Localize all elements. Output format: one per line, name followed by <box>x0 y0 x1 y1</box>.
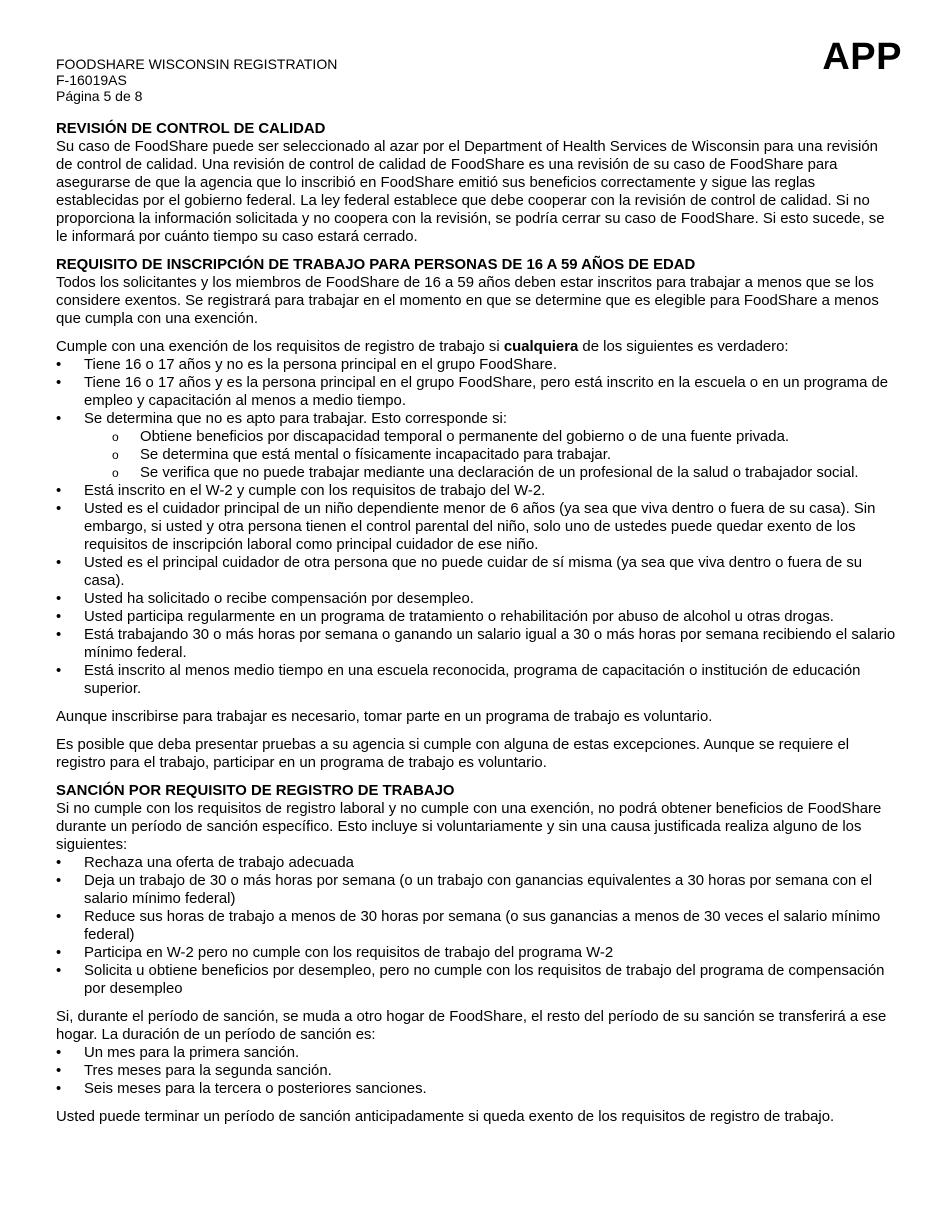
sanction-heading: SANCIÓN POR REQUISITO DE REGISTRO DE TRABAJO <box>56 783 455 799</box>
sub-list-item: o Se verifica que no puede trabajar mediante una declaración de un profesional de la salud o trabajador social. <box>84 464 898 482</box>
list-item: • Solicita u obtiene beneficios por desempleo, pero no cumple con los requisitos de trabajo del programa de compensación por desempleo <box>56 962 898 998</box>
page-number: Página 5 de 8 <box>56 88 143 104</box>
sanction-body: Si no cumple con los requisitos de registro laboral y no cumple con una exención, no podrá obtener beneficios de FoodShare durante un período de sanción específico. Esto incluye si voluntariamente y sin una causa justificada realiza alguno de los siguientes: <box>56 801 882 853</box>
list-item: • Rechaza una oferta de trabajo adecuada <box>56 854 898 872</box>
qc-body: Su caso de FoodShare puede ser seleccionado al azar por el Department of Health Services de Wisconsin para una revisión de control de calidad. Una revisión de control de calidad de FoodShare es una revisión de su caso de FoodShare para asegurarse de que la agencia que lo inscribió en FoodShare emitió sus beneficios correctamente y sigue las reglas establecidas por el gobierno federal. La ley federal establece que debe cooperar con la revisión de control de calidad. Si no proporciona la información solicitada y no coopera con la revisión, se podría cerrar su caso de FoodShare. Si esto sucede, se le informará por cuánto tiempo su caso estará cerrado. <box>56 139 885 245</box>
list-item: • Está inscrito en el W-2 y cumple con los requisitos de trabajo del W-2. <box>56 482 898 500</box>
work-note-voluntary: Aunque inscribirse para trabajar es necesario, tomar parte en un programa de trabajo es voluntario. <box>56 709 713 725</box>
list-item: • Tiene 16 o 17 años y no es la persona principal en el grupo FoodShare. <box>56 356 898 374</box>
list-item: • Un mes para la primera sanción. <box>56 1044 898 1062</box>
sanction-list <box>56 854 898 998</box>
list-item: • Tres meses para la segunda sanción. <box>56 1062 898 1080</box>
work-intro <box>56 338 898 356</box>
work-body: Todos los solicitantes y los miembros de FoodShare de 16 a 59 años deben estar inscritos para trabajar a menos que se los considere exentos. Se registrará para trabajar en el momento en que se determine que es elegible para FoodShare a menos que cumpla con una exención. <box>56 275 879 327</box>
list-item-text: Se determina que no es apto para trabajar. Esto corresponde si: <box>84 411 507 427</box>
work-heading: REQUISITO DE INSCRIPCIÓN DE TRABAJO PARA PERSONAS DE 16 A 59 AÑOS DE EDAD <box>56 257 696 273</box>
form-title: FOODSHARE WISCONSIN REGISTRATION <box>56 56 338 72</box>
work-note-proof: Es posible que deba presentar pruebas a su agencia si cumple con alguna de estas excepciones. Aunque se requiere el registro para el trabajo, participar en un programa de trabajo es voluntario. <box>56 737 850 771</box>
work-intro-pre: Cumple con una exención de los requisitos de registro de trabajo si <box>56 339 504 355</box>
sanction-transfer: Si, durante el período de sanción, se muda a otro hogar de FoodShare, el resto del período de su sanción se transferirá a ese hogar. La duración de un período de sanción es: <box>56 1009 887 1043</box>
qc-heading: REVISIÓN DE CONTROL DE CALIDAD <box>56 121 326 137</box>
list-item <box>56 410 898 482</box>
list-item: • Deja un trabajo de 30 o más horas por semana (o un trabajo con ganancias equivalentes a 30 horas por semana con el salario mínimo federal) <box>56 872 898 908</box>
work-intro-post: de los siguientes es verdadero: <box>578 339 789 355</box>
list-item: • Está trabajando 30 o más horas por semana o ganando un salario igual a 30 o más horas por semana recibiendo el salario mínimo federal. <box>56 626 898 662</box>
exemption-list <box>56 356 898 698</box>
app-badge: APP <box>822 36 902 78</box>
form-id: F-16019AS <box>56 72 127 88</box>
list-item: • Usted ha solicitado o recibe compensación por desempleo. <box>56 590 898 608</box>
list-item: • Usted participa regularmente en un programa de tratamiento o rehabilitación por abuso de alcohol u otras drogas. <box>56 608 898 626</box>
form-header <box>56 56 337 104</box>
sub-list-item: o Obtiene beneficios por discapacidad temporal o permanente del gobierno o de una fuente privada. <box>84 428 898 446</box>
list-item: • Tiene 16 o 17 años y es la persona principal en el grupo FoodShare, pero está inscrito en la escuela o en un programa de empleo y capacitación al menos a medio tiempo. <box>56 374 898 410</box>
list-item: • Usted es el cuidador principal de un niño dependiente menor de 6 años (ya sea que viva dentro o fuera de su casa). Sin embargo, si usted y otra persona tienen el control parental del niño, solo uno de ustedes puede quedar exento de los requisitos de inscripción laboral como principal cuidador de ese niño. <box>56 500 898 554</box>
duration-list <box>56 1044 898 1098</box>
work-intro-keyword: cualquiera <box>503 339 579 355</box>
list-item: • Reduce sus horas de trabajo a menos de 30 horas por semana (o sus ganancias a menos de 30 veces el salario mínimo federal) <box>56 908 898 944</box>
list-item: • Participa en W-2 pero no cumple con los requisitos de trabajo del programa W-2 <box>56 944 898 962</box>
sub-list-item: o Se determina que está mental o físicamente incapacitado para trabajar. <box>84 446 898 464</box>
sanction-end-note: Usted puede terminar un período de sanción anticipadamente si queda exento de los requisitos de registro de trabajo. <box>56 1109 835 1125</box>
sub-list <box>84 428 898 482</box>
document-body <box>56 120 898 1126</box>
list-item: • Está inscrito al menos medio tiempo en una escuela reconocida, programa de capacitación o institución de educación superior. <box>56 662 898 698</box>
list-item: • Usted es el principal cuidador de otra persona que no puede cuidar de sí misma (ya sea que viva dentro o fuera de su casa). <box>56 554 898 590</box>
list-item: • Seis meses para la tercera o posteriores sanciones. <box>56 1080 898 1098</box>
